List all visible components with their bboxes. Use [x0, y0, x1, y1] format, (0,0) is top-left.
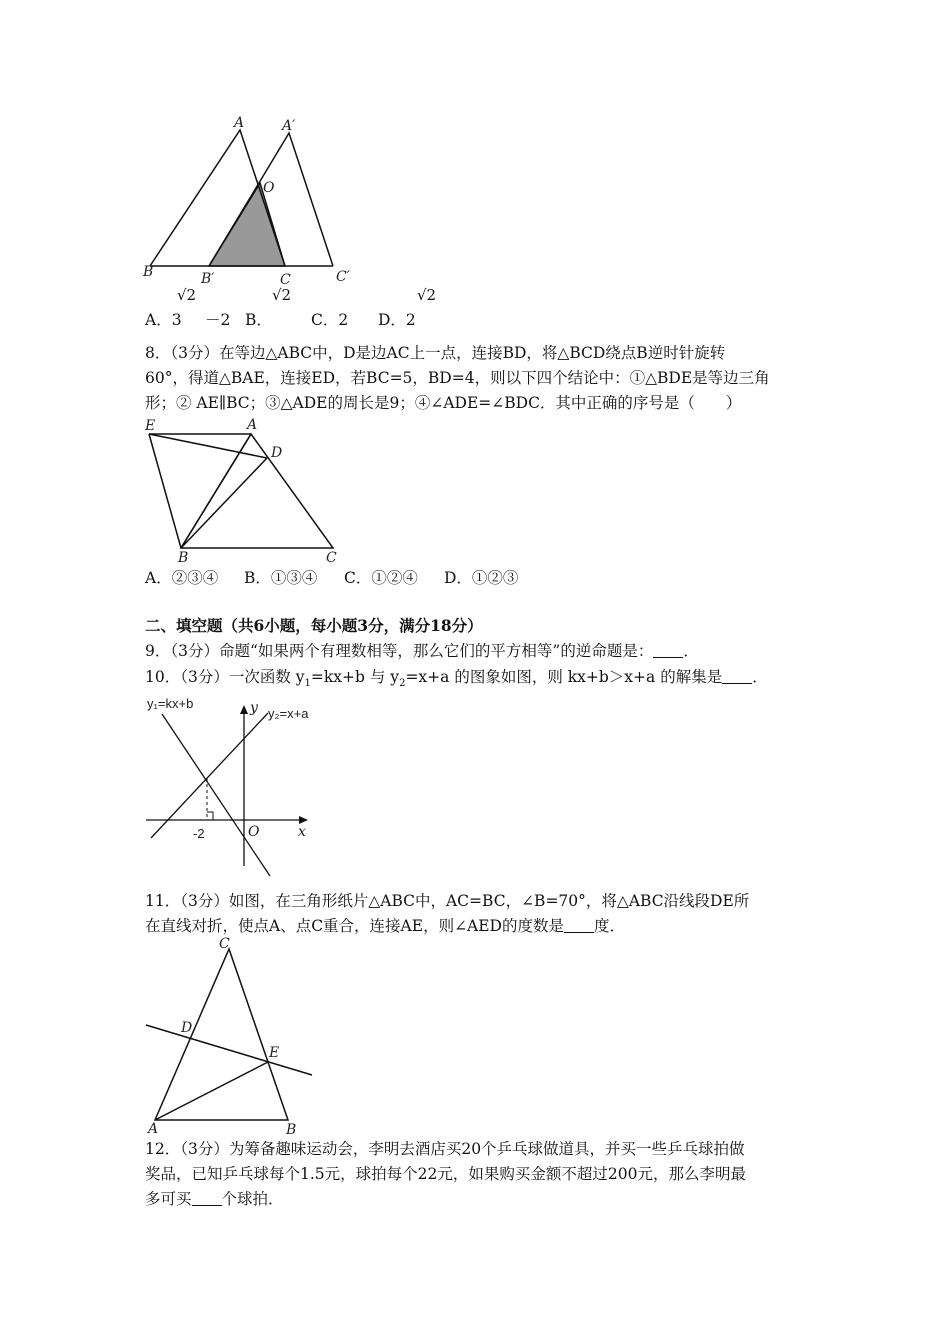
- triangle-abc: [181, 434, 333, 548]
- q10-end: ．: [752, 668, 768, 686]
- label-b: B: [286, 1122, 297, 1138]
- label-o: O: [263, 180, 275, 196]
- label-a: A: [247, 417, 258, 433]
- q10-pre: 10．（3分）一次函数 y: [145, 668, 305, 686]
- label-a-prime: A′: [282, 118, 296, 134]
- option-c: C．2: [311, 311, 349, 329]
- label-d: D: [181, 1020, 193, 1036]
- q7-options: [145, 286, 475, 334]
- label-c-prime: C′: [336, 269, 350, 285]
- radical-b: √2: [272, 286, 292, 304]
- label-b: B: [143, 264, 154, 280]
- q12-line-3-pre: 多可买: [145, 1190, 192, 1208]
- option-c: C．①②④: [344, 569, 418, 587]
- q11-line-2-pre: 在直线对折，使点A、点C重合，连接AE，则∠AED的度数是: [145, 917, 564, 935]
- label-c: C: [219, 936, 230, 952]
- x-axis-arrow: [299, 816, 308, 824]
- label-c: C: [280, 272, 291, 288]
- q10-mid-2: =x+a 的图象如图，则 kx+b＞x+a 的解集是: [405, 668, 723, 686]
- q11-figure: [140, 930, 320, 1140]
- q10-sub-1: 1: [304, 678, 311, 690]
- line-y1: [162, 714, 270, 876]
- q8-line-2: 60°，得道△BAE，连接ED，若BC=5，BD=4，则以下四个结论中：①△BDE是等边三角: [145, 369, 770, 387]
- q10-blank: [722, 669, 752, 684]
- q9-blank: [653, 643, 683, 658]
- option-a-pre: A．3: [145, 311, 182, 329]
- q12-line-3: [145, 1189, 284, 1209]
- q11-blank: [564, 918, 594, 933]
- q12-line-2: 奖品，已知乒乓球每个1.5元，球拍每个22元，如果购买金额不超过200元，那么李明最: [145, 1165, 746, 1183]
- radical-a: √2: [177, 286, 197, 304]
- label-d: D: [271, 445, 283, 461]
- label-a: A: [148, 1121, 159, 1137]
- label-b: B: [178, 550, 189, 566]
- label-y-axis: y: [250, 700, 258, 716]
- option-b: B．①③④: [244, 569, 318, 587]
- option-b: B．: [245, 311, 272, 329]
- fold-line-de: [146, 1025, 312, 1075]
- q8-figure: [140, 412, 350, 567]
- q12-blank: [192, 1191, 222, 1206]
- q9-end: ．: [683, 642, 699, 660]
- option-d: D．①②③: [444, 569, 519, 587]
- q10-sub-2: 2: [399, 678, 406, 690]
- tick-minus-2: -2: [193, 826, 205, 841]
- label-origin: O: [248, 824, 260, 840]
- q8-options: [145, 566, 545, 586]
- section-heading: 二、填空题（共6小题，每小题3分，满分18分）: [145, 616, 483, 635]
- q8-line-1: 8．（3分）在等边△ABC中，D是边AC上一点，连接BD，将△BCD绕点B逆时针旋转: [145, 344, 726, 362]
- segment-bd: [181, 458, 267, 548]
- label-a: A: [234, 115, 245, 131]
- y-axis-arrow: [240, 705, 248, 714]
- label-e: E: [269, 1045, 280, 1061]
- q10-graph: [140, 690, 315, 880]
- label-x-axis: x: [298, 824, 306, 840]
- label-b-prime: B′: [201, 271, 215, 287]
- radical-d: √2: [417, 286, 437, 304]
- label-c: C: [326, 550, 337, 566]
- right-angle-mark: [207, 812, 213, 820]
- segment-eb: [149, 434, 181, 548]
- option-a-post: －2: [205, 311, 231, 329]
- line-y2: [151, 713, 268, 838]
- q11-line-2-post: 度．: [594, 917, 626, 935]
- option-a: A．②③④: [145, 569, 219, 587]
- q9-line: [145, 641, 699, 661]
- q10-mid-1: =kx+b 与 y: [310, 668, 400, 686]
- q8-line-3: 形；② AE∥BC；③△ADE的周长是9；④∠ADE=∠BDC．其中正确的序号是（ ）: [145, 394, 742, 412]
- label-y1: y₁=kx+b: [147, 696, 194, 711]
- q11-line-1: 11．（3分）如图，在三角形纸片△ABC中，AC=BC，∠B=70°，将△ABC沿线段DE所: [145, 892, 750, 910]
- segment-ba: [181, 434, 251, 548]
- segment-ae: [155, 1062, 268, 1120]
- option-d: D．2: [378, 311, 416, 329]
- label-y2: y₂=x+a: [268, 706, 309, 721]
- q12-line-3-post: 个球拍．: [221, 1190, 284, 1208]
- q12-line-1: 12．（3分）为筹备趣味运动会，李明去酒店买20个乒乓球做道具，并买一些乒乓球拍做: [145, 1140, 745, 1158]
- q9-text: 9．（3分）命题“如果两个有理数相等，那么它们的平方相等”的逆命题是：: [145, 642, 654, 660]
- label-e: E: [145, 418, 156, 434]
- q7-figure: [140, 110, 370, 290]
